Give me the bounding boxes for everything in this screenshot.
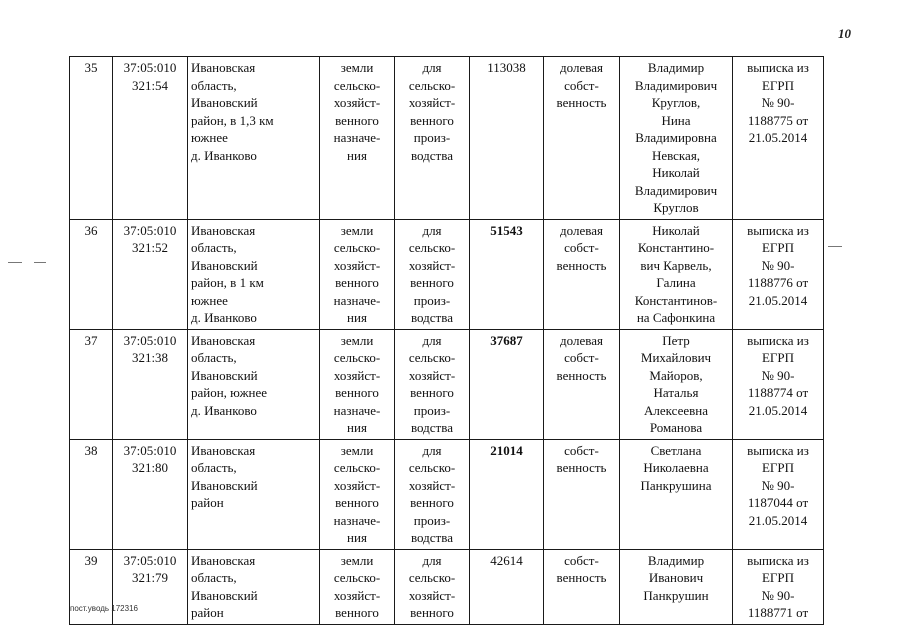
scan-mark-left <box>8 262 22 263</box>
right-type: собст- венность <box>544 549 620 624</box>
land-registry-table <box>69 56 824 625</box>
row-number: 37 <box>70 329 113 439</box>
location: Ивановская область, Ивановский район, в 1,3 км южнее д. Иванково <box>188 57 320 220</box>
location: Ивановская область, Ивановский район <box>188 439 320 549</box>
document: выписка из ЕГРП № 90- 1188774 от 21.05.2014 <box>733 329 824 439</box>
document: выписка из ЕГРП № 90- 1188771 от <box>733 549 824 624</box>
table-row <box>70 219 824 329</box>
right-type: долевая собст- венность <box>544 219 620 329</box>
table-row <box>70 549 824 624</box>
land-category: земли сельско- хозяйст- венного назначе- ния <box>320 439 395 549</box>
permitted-use: для сельско- хозяйст- венного произ- водства <box>395 439 470 549</box>
area: 21014 <box>470 439 544 549</box>
permitted-use: для сельско- хозяйст- венного <box>395 549 470 624</box>
land-category: земли сельско- хозяйст- венного назначе- ния <box>320 57 395 220</box>
row-number: 38 <box>70 439 113 549</box>
footer-stamp: пост.уводь 172316 <box>70 604 138 613</box>
right-type: собст- венность <box>544 439 620 549</box>
owners: Владимир Иванович Панкрушин <box>620 549 733 624</box>
owners: Петр Михайлович Майоров, Наталья Алексеевна Романова <box>620 329 733 439</box>
document: выписка из ЕГРП № 90- 1188775 от 21.05.2014 <box>733 57 824 220</box>
location: Ивановская область, Ивановский район <box>188 549 320 624</box>
area: 51543 <box>470 219 544 329</box>
cadastral-number: 37:05:010 321:80 <box>113 439 188 549</box>
area: 37687 <box>470 329 544 439</box>
right-type: долевая собст- венность <box>544 329 620 439</box>
land-category: земли сельско- хозяйст- венного назначе- ния <box>320 219 395 329</box>
table-row <box>70 329 824 439</box>
right-type: долевая собст- венность <box>544 57 620 220</box>
owners: Владимир Владимирович Круглов, Нина Владимировна Невская, Николай Владимирович Круглов <box>620 57 733 220</box>
location: Ивановская область, Ивановский район, в 1 км южнее д. Иванково <box>188 219 320 329</box>
owners: Светлана Николаевна Панкрушина <box>620 439 733 549</box>
location: Ивановская область, Ивановский район, южнее д. Иванково <box>188 329 320 439</box>
permitted-use: для сельско- хозяйст- венного произ- водства <box>395 57 470 220</box>
document: выписка из ЕГРП № 90- 1187044 от 21.05.2014 <box>733 439 824 549</box>
table-row <box>70 439 824 549</box>
table-row <box>70 57 824 220</box>
area: 42614 <box>470 549 544 624</box>
owners: Николай Константино- вич Карвель, Галина Константинов- на Сафонкина <box>620 219 733 329</box>
cadastral-number: 37:05:010 321:52 <box>113 219 188 329</box>
row-number: 36 <box>70 219 113 329</box>
permitted-use: для сельско- хозяйст- венного произ- водства <box>395 219 470 329</box>
row-number: 39 <box>70 549 113 624</box>
cadastral-number: 37:05:010 321:54 <box>113 57 188 220</box>
scan-mark-right <box>828 246 842 247</box>
page-number: 10 <box>838 26 851 41</box>
permitted-use: для сельско- хозяйст- венного произ- водства <box>395 329 470 439</box>
land-category: земли сельско- хозяйст- венного назначе- ния <box>320 329 395 439</box>
cadastral-number: 37:05:010 321:38 <box>113 329 188 439</box>
document: выписка из ЕГРП № 90- 1188776 от 21.05.2014 <box>733 219 824 329</box>
area: 113038 <box>470 57 544 220</box>
land-category: земли сельско- хозяйст- венного <box>320 549 395 624</box>
scan-mark-left-2 <box>34 262 46 263</box>
row-number: 35 <box>70 57 113 220</box>
cadastral-number: 37:05:010 321:79 <box>113 549 188 624</box>
